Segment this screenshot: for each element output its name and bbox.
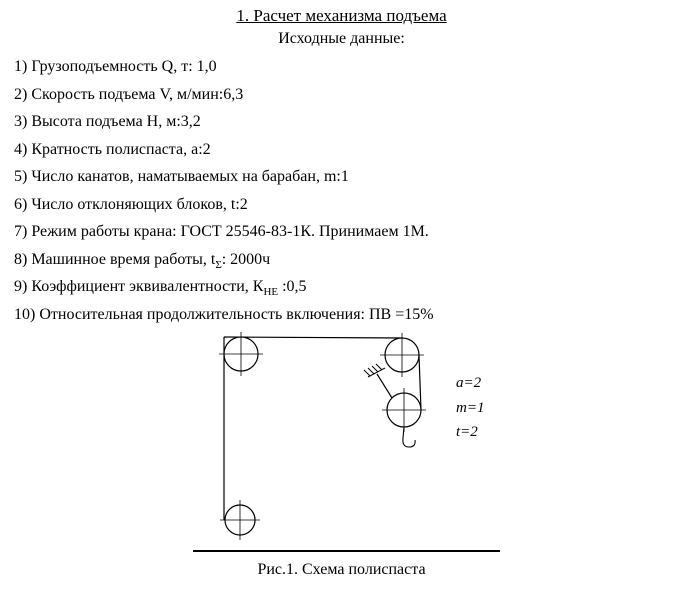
label-a: a=2	[456, 375, 482, 391]
rope-anchor	[364, 364, 385, 377]
pulley-top-left	[219, 332, 263, 376]
item-text-post: :0,5	[278, 278, 307, 295]
item-text: 4) Кратность полиспаста, а:2	[14, 140, 211, 158]
list-item	[14, 108, 683, 136]
section-subtitle: Исходные данные:	[278, 30, 405, 47]
pulley-diagram	[0, 330, 683, 560]
list-item	[14, 246, 683, 274]
list-item	[14, 191, 683, 219]
item-text: 9) Коэффициент эквивалентности, К	[14, 278, 264, 295]
figure	[0, 330, 683, 579]
list-item	[14, 301, 683, 329]
rope-top	[224, 337, 402, 338]
item-text: 3) Высота подъема Н, м:3,2	[14, 113, 201, 130]
item-text: 2) Скорость подъема V, м/мин:6,3	[14, 85, 244, 103]
item-text: 5) Число канатов, наматываемых на барабан, m:1	[14, 168, 349, 185]
list-item	[14, 273, 683, 301]
drum	[220, 500, 260, 540]
list-item	[14, 136, 683, 164]
item-text: 8) Машинное время работы, t	[14, 250, 216, 268]
item-subscript: Σ	[215, 258, 222, 271]
item-text: 1) Грузоподъемность Q, т: 1,0	[14, 58, 217, 75]
hook	[403, 427, 415, 447]
item-text: 7) Режим работы крана: ГОСТ 25546-83-1К. Принимаем 1М.	[14, 223, 429, 240]
item-text: 10) Относительная продолжительность включения: ПВ =15%	[14, 305, 434, 323]
page-title: 1. Расчет механизма подъема	[236, 6, 447, 25]
list-item	[14, 53, 683, 81]
rope-anchor-line	[377, 374, 392, 398]
pulley-movable	[382, 388, 426, 432]
item-text-post: : 2000ч	[221, 250, 271, 268]
label-m: m=1	[456, 400, 485, 416]
item-text: 6) Число отклоняющих блоков, t:2	[14, 195, 248, 213]
item-subscript: НЕ	[263, 286, 279, 299]
pulley-top-right	[380, 333, 424, 377]
list-item	[14, 218, 683, 246]
figure-caption: Рис.1. Схема полиспаста	[257, 561, 426, 578]
list-item	[14, 81, 683, 109]
source-data-list	[14, 53, 683, 328]
list-item	[14, 163, 683, 191]
label-t: t=2	[456, 424, 478, 440]
